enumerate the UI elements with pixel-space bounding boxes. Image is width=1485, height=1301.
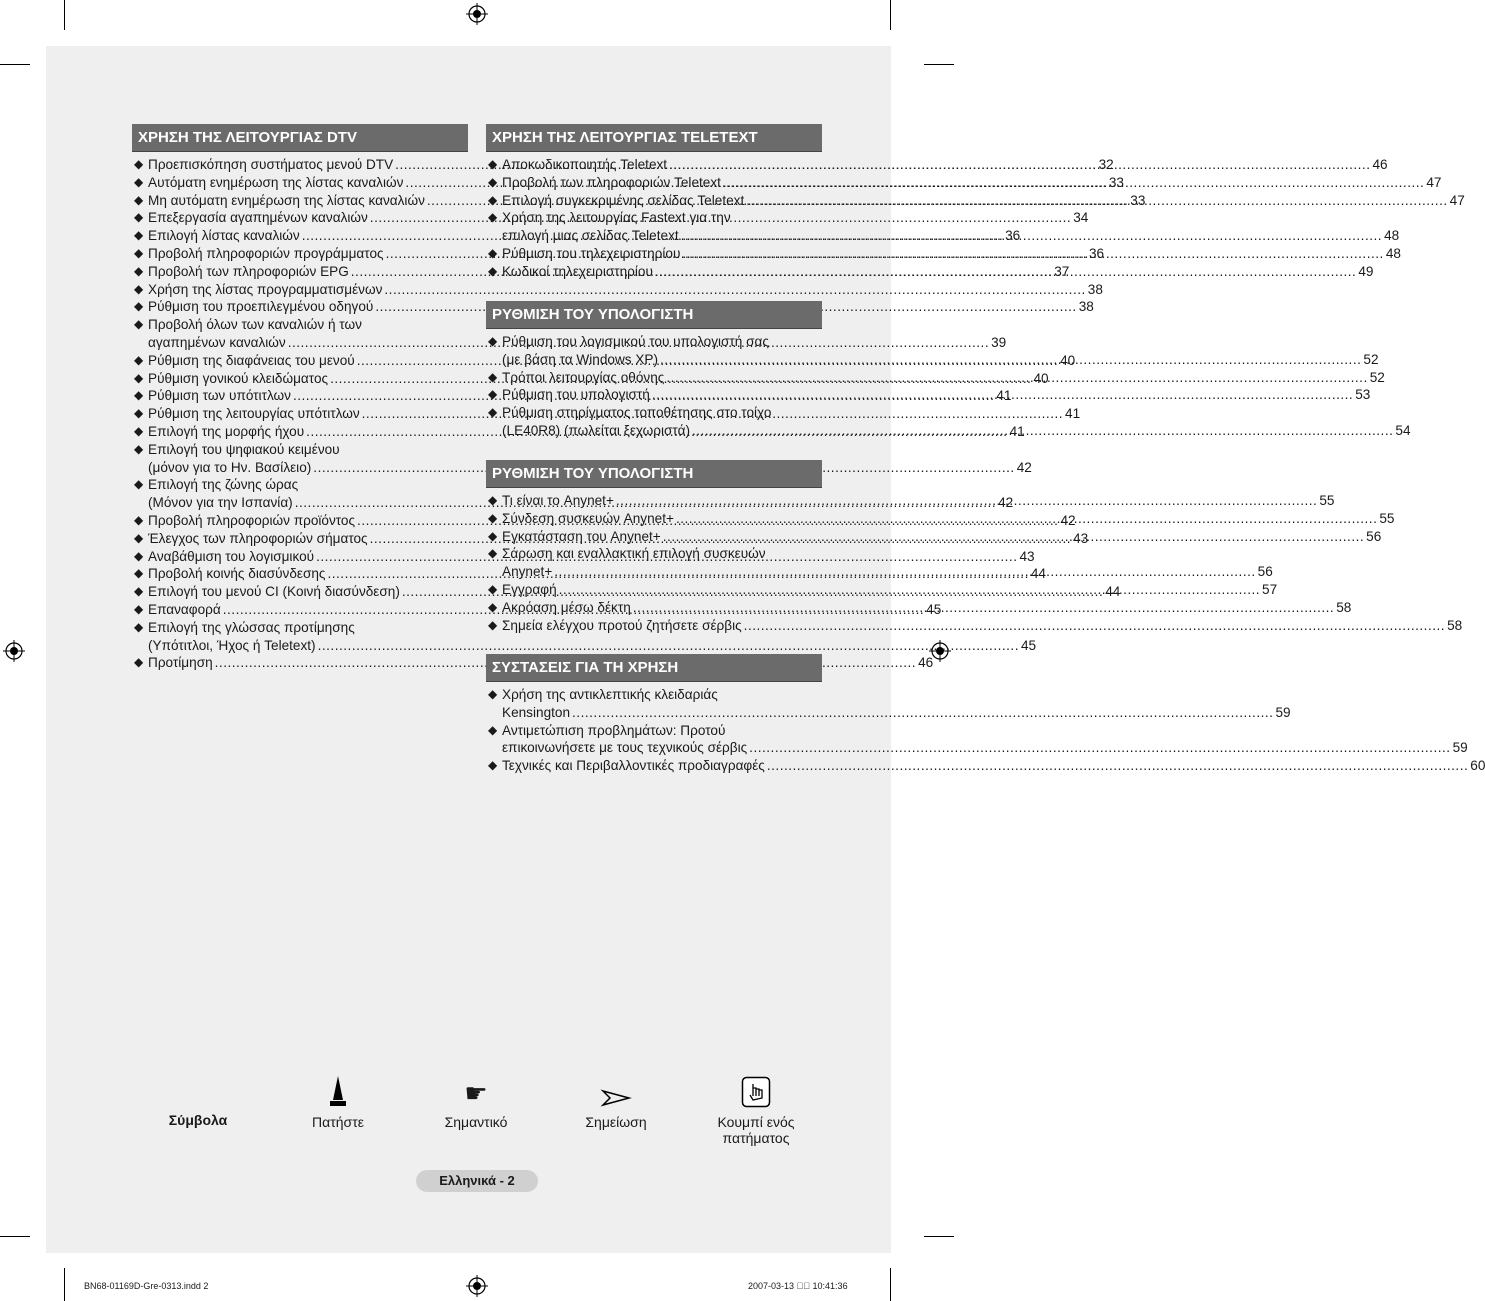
- page-number: 59: [1452, 740, 1468, 756]
- date-slug: 2007-03-13    10:41:36: [748, 1281, 848, 1291]
- page-number: 34: [1073, 210, 1089, 226]
- diamond-bullet-icon: ◆: [488, 192, 498, 207]
- leader-dots: [318, 637, 1019, 655]
- leader-dots: [676, 510, 1377, 528]
- page-number: 53: [1355, 387, 1371, 403]
- toc-entry-title: Χρήση της λειτουργίας Fastext για την: [502, 210, 731, 226]
- toc-entry-title: Επιλογή συγκεκριμένης σελίδας Teletext: [502, 192, 745, 208]
- toc-entry-title: (μόνον για το Ην. Βασίλειο): [148, 459, 312, 475]
- page-number: 56: [1366, 528, 1382, 544]
- page-number: 44: [1105, 584, 1121, 600]
- diamond-bullet-icon: ◆: [488, 210, 498, 225]
- leader-dots: [616, 492, 1317, 510]
- diamond-bullet-icon: ◆: [134, 601, 144, 616]
- toc-entry-title: Επιλογή της ζώνης ώρας: [148, 477, 299, 493]
- leader-dots: [744, 617, 1445, 635]
- page-number: 42: [1016, 459, 1032, 475]
- page-number: 46: [918, 655, 934, 671]
- toc-entry[interactable]: [486, 757, 1485, 775]
- toc-entry-title: επικοινωνήσετε με τους τεχνικούς σέρβις: [502, 740, 748, 756]
- leader-dots: [660, 351, 1361, 369]
- page-number: 47: [1449, 192, 1465, 208]
- page-number: 48: [1385, 245, 1401, 261]
- diamond-bullet-icon: ◆: [134, 441, 144, 456]
- page-number: 49: [1358, 263, 1374, 279]
- section-header: ΣΥΣΤΑΣΕΙΣ ΓΙΑ ΤΗ ΧΡΗΣΗ: [486, 654, 822, 682]
- toc-entry-title: (LE40R8) (πωλείται ξεχωριστά): [502, 422, 690, 438]
- diamond-bullet-icon: ◆: [134, 370, 144, 385]
- diamond-bullet-icon: ◆: [134, 317, 144, 332]
- crop-mark: [890, 0, 891, 30]
- page-number: 47: [1426, 174, 1442, 190]
- page-number: 33: [1108, 174, 1124, 190]
- toc-entry-title: Αποκωδικοποιητής Teletext: [502, 157, 668, 172]
- leader-dots: [652, 386, 1353, 404]
- diamond-bullet-icon: ◆: [488, 722, 498, 737]
- leader-dots: [749, 739, 1450, 757]
- toc-entry-title: επιλογή μιας σελίδας Teletext: [502, 228, 679, 244]
- toc-entry-title: αγαπημένων καναλιών: [148, 334, 286, 350]
- leader-dots: [559, 581, 1260, 599]
- toc-entry-title: Εγκατάσταση του Anynet+: [502, 528, 661, 544]
- toc-entry-title: Κωδικοί τηλεχειριστηρίου: [502, 263, 653, 279]
- toc-entry-title: Ρύθμιση των υπότιτλων: [148, 388, 291, 404]
- diamond-bullet-icon: ◆: [488, 387, 498, 402]
- crop-mark: [0, 64, 30, 65]
- toc-entry[interactable]: [132, 281, 1103, 299]
- toc-entry-title: Ρύθμιση της διαφάνειας του μενού: [148, 352, 355, 368]
- page-number: 38: [1087, 281, 1103, 297]
- leader-dots: [655, 263, 1356, 281]
- diamond-bullet-icon: ◆: [488, 334, 498, 348]
- diamond-bullet-icon: ◆: [134, 245, 144, 260]
- pointing-hand-icon: ☛: [464, 1078, 488, 1108]
- diamond-bullet-icon: ◆: [488, 758, 498, 773]
- toc-entry-title: Ρύθμιση γονικού κλειδώματος: [148, 370, 329, 386]
- symbol-press: Πατήστε: [298, 1072, 378, 1130]
- toc-entry-title: Ρύθμιση του προεπιλεγμένου οδηγού: [148, 299, 374, 315]
- page-number: 58: [1447, 617, 1463, 633]
- page-number: 52: [1369, 369, 1385, 385]
- toc-entry-title: Σάρωση και εναλλακτική επιλογή συσκευών: [502, 546, 766, 562]
- leader-dots: [384, 281, 1085, 299]
- toc-entry-title: Προβολή όλων των καναλιών ή των: [148, 317, 362, 333]
- toc-entry-title: (Υπότιτλοι, Ήχος ή Teletext): [148, 637, 316, 653]
- toc-entry-title: Ρύθμιση στηρίγματος τοποθέτησης στο τοίχο: [502, 405, 772, 421]
- toc-entry-title: Επιλογή λίστας καναλιών: [148, 228, 300, 244]
- diamond-bullet-icon: ◆: [134, 584, 144, 599]
- toc-entry-title: Τεχνικές και Περιβαλλοντικές προδιαγραφές: [502, 758, 765, 774]
- page-number: 60: [1470, 758, 1485, 774]
- diamond-bullet-icon: ◆: [134, 530, 144, 545]
- page-number: 45: [1021, 637, 1037, 653]
- diamond-bullet-icon: ◆: [134, 192, 144, 207]
- toc-entry-title: Επεξεργασία αγαπημένων καναλιών: [148, 210, 368, 226]
- diamond-bullet-icon: ◆: [134, 512, 144, 527]
- toc-entry[interactable]: [486, 722, 1468, 758]
- diamond-bullet-icon: ◆: [134, 299, 144, 314]
- symbols-label: Σύμβολα: [168, 1112, 228, 1128]
- toc-entry-title: Επιλογή του μενού CI (Κοινή διασύνδεση): [148, 584, 400, 600]
- toc-entry-title: Προβολή των πληροφοριών EPG: [148, 263, 349, 279]
- toc-entry-title: Επαναφορά: [148, 601, 221, 617]
- toc-entry-title: Χρήση της αντικλεπτικής κλειδαριάς: [502, 687, 718, 702]
- diamond-bullet-icon: ◆: [488, 599, 498, 614]
- diamond-bullet-icon: ◆: [134, 228, 144, 243]
- toc-entry-title: Επιλογή της μορφής ήχου: [148, 423, 305, 439]
- diamond-bullet-icon: ◆: [488, 546, 498, 561]
- toc-entry-title: Μη αυτόματη ενημέρωση της λίστας καναλιών: [148, 192, 425, 208]
- leader-dots: [666, 369, 1367, 387]
- toc-entry-title: Τι είναι το Anynet+: [502, 493, 614, 508]
- page-number: 38: [1078, 299, 1094, 315]
- crop-mark: [64, 0, 65, 30]
- toc-entry-title: Τρόποι λειτουργίας οθόνης: [502, 369, 665, 385]
- toc-entry-title: Kensington: [502, 704, 571, 720]
- crop-mark: [0, 1236, 30, 1237]
- diamond-bullet-icon: ◆: [134, 388, 144, 403]
- symbol-important: ☛ Σημαντικό: [436, 1072, 516, 1130]
- diamond-bullet-icon: ◆: [134, 423, 144, 438]
- diamond-bullet-icon: ◆: [134, 281, 144, 296]
- registration-mark-icon: [466, 1275, 488, 1297]
- diamond-bullet-icon: ◆: [134, 406, 144, 421]
- page-number: 55: [1319, 493, 1335, 508]
- page-number: 44: [1030, 566, 1046, 582]
- page-number: 55: [1379, 510, 1395, 526]
- toc-entry-title: Ρύθμιση της λειτουργίας υπότιτλων: [148, 406, 360, 422]
- page-number: 59: [1275, 704, 1291, 720]
- leader-dots: [633, 599, 1334, 617]
- toc-entry-title: Προβολή πληροφοριών προϊόντος: [148, 512, 356, 528]
- toc-entry-title: Εγγραφή: [502, 581, 557, 597]
- diamond-bullet-icon: ◆: [134, 548, 144, 563]
- diamond-bullet-icon: ◆: [488, 245, 498, 260]
- page-number-badge: Ελληνικά - 2: [416, 1170, 538, 1192]
- page-number: 33: [1130, 192, 1146, 208]
- leader-dots: [746, 192, 1447, 210]
- page-number: 52: [1363, 351, 1379, 367]
- section-header: ΡΥΘΜΙΣΗ ΤΟΥ ΥΠΟΛΟΓΙΣΤΗ: [486, 301, 822, 329]
- leader-dots: [663, 528, 1364, 546]
- file-slug: BN68-01169D-Gre-0313.indd 2: [84, 1281, 209, 1291]
- diamond-bullet-icon: ◆: [488, 617, 498, 632]
- one-touch-button-icon: [704, 1072, 808, 1108]
- diamond-bullet-icon: ◆: [134, 352, 144, 367]
- page-number: 56: [1257, 564, 1273, 580]
- page-number: 41: [996, 388, 1012, 404]
- diamond-bullet-icon: ◆: [134, 157, 144, 171]
- diamond-bullet-icon: ◆: [134, 477, 144, 492]
- crop-mark: [64, 1268, 65, 1301]
- page-number: 42: [1060, 512, 1076, 528]
- leader-dots: [692, 422, 1393, 440]
- diamond-bullet-icon: ◆: [134, 619, 144, 634]
- toc-entry-title: Αντιμετώπιση προβλημάτων: Προτού: [502, 722, 726, 738]
- diamond-bullet-icon: ◆: [134, 566, 144, 581]
- leader-dots: [682, 245, 1383, 263]
- page-number: 43: [1073, 530, 1089, 546]
- leader-dots: [723, 174, 1424, 192]
- toc-entry-title: Προβολή κοινής διασύνδεσης: [148, 566, 326, 582]
- section-header: ΧΡΗΣΗ ΤΗΣ ΛΕΙΤΟΥΡΓΙΑΣ TELETEXT: [486, 124, 822, 152]
- leader-dots: [767, 757, 1468, 775]
- page-number: 40: [1033, 370, 1049, 386]
- leader-dots: [681, 227, 1382, 245]
- toc-entry-title: Ακρόαση μέσω δέκτη: [502, 599, 631, 615]
- registration-mark-icon: [3, 640, 25, 662]
- diamond-bullet-icon: ◆: [488, 510, 498, 525]
- page-number: 46: [1372, 157, 1388, 172]
- toc-entry-title: Ρύθμιση του υπολογιστή: [502, 387, 650, 403]
- symbol-note: Σημείωση: [576, 1072, 656, 1130]
- page-number: 42: [998, 495, 1014, 511]
- diamond-bullet-icon: ◆: [488, 369, 498, 384]
- arrow-right-icon: [576, 1072, 656, 1108]
- toc-entry-title: Έλεγχος των πληροφοριών σήματος: [148, 530, 368, 546]
- toc-entry-title: Προβολή πληροφοριών προγράμματος: [148, 245, 384, 261]
- page-number: 43: [1019, 548, 1035, 564]
- registration-mark-icon: [466, 3, 488, 25]
- page-number: 37: [1054, 263, 1070, 279]
- diamond-bullet-icon: ◆: [488, 174, 498, 189]
- diamond-bullet-icon: ◆: [134, 210, 144, 225]
- toc-entry-title: Επιλογή του ψηφιακού κειμένου: [148, 441, 340, 457]
- page-number: 41: [1065, 406, 1081, 422]
- symbol-one-touch: Κουμπί ενός πατήματος: [704, 1072, 808, 1146]
- page-number: 36: [1089, 245, 1105, 261]
- page-number: 39: [991, 334, 1007, 350]
- page-number: 48: [1384, 228, 1400, 244]
- toc-entry-title: (με βάση τα Windows XP): [502, 351, 658, 367]
- leader-dots: [554, 563, 1255, 581]
- crop-mark: [890, 1268, 891, 1301]
- diamond-bullet-icon: ◆: [134, 655, 144, 670]
- leader-dots: [669, 156, 1370, 174]
- toc-entry-title: Προτίμηση: [148, 655, 213, 671]
- page-number: 41: [1009, 423, 1025, 439]
- diamond-bullet-icon: ◆: [488, 687, 498, 701]
- diamond-bullet-icon: ◆: [488, 405, 498, 420]
- page-number: 54: [1395, 422, 1411, 438]
- toc-entry-title: Ρύθμιση του λογισμικού του υπολογιστή σας: [502, 334, 769, 349]
- toc-entry-title: Ρύθμιση του τηλεχειριστηρίου: [502, 245, 681, 261]
- toc-entry-title: Σύνδεση συσκευών Anynet+: [502, 510, 674, 526]
- symbols-legend: [0, 1072, 954, 1152]
- diamond-bullet-icon: ◆: [134, 174, 144, 189]
- toc-entry-title: (Μόνον για την Ισπανία): [148, 495, 293, 511]
- page-number: 57: [1262, 581, 1278, 597]
- diamond-bullet-icon: ◆: [488, 528, 498, 543]
- diamond-bullet-icon: ◆: [134, 263, 144, 278]
- leader-dots: [572, 704, 1273, 722]
- page-number: 40: [1060, 352, 1076, 368]
- crop-mark: [924, 64, 954, 65]
- page-number: 32: [1098, 157, 1114, 172]
- toc-entry[interactable]: [486, 617, 1463, 635]
- toc-entry-title: Προβολή των πληροφοριών Teletext: [502, 174, 721, 190]
- page-number: 58: [1336, 599, 1352, 615]
- toc-entry-title: Χρήση της λίστας προγραμματισμένων: [148, 281, 383, 297]
- toc-entry-title: Σημεία ελέγχου προτού ζητήσετε σέρβις: [502, 617, 742, 633]
- toc-entry-title: Αυτόματη ενημέρωση της λίστας καναλιών: [148, 174, 404, 190]
- page-number: 45: [926, 601, 942, 617]
- diamond-bullet-icon: ◆: [488, 157, 498, 171]
- page-number: 36: [1005, 228, 1021, 244]
- toc-entry-title: Επιλογή της γλώσσας προτίμησης: [148, 619, 355, 635]
- toc-entry-title: Αναβάθμιση του λογισμικού: [148, 548, 315, 564]
- diamond-bullet-icon: ◆: [488, 263, 498, 278]
- diamond-bullet-icon: ◆: [488, 493, 498, 507]
- press-icon: [298, 1072, 378, 1108]
- section-header: ΧΡΗΣΗ ΤΗΣ ΛΕΙΤΟΥΡΓΙΑΣ DTV: [132, 124, 468, 152]
- toc-entry[interactable]: [486, 686, 1291, 722]
- section-header: ΡΥΘΜΙΣΗ ΤΟΥ ΥΠΟΛΟΓΙΣΤΗ: [486, 460, 822, 488]
- crop-mark: [924, 1236, 954, 1237]
- toc-entry-title: Προεπισκόπηση συστήματος μενού DTV: [148, 157, 394, 172]
- toc-entry-title: Anynet+: [502, 564, 553, 580]
- diamond-bullet-icon: ◆: [488, 581, 498, 596]
